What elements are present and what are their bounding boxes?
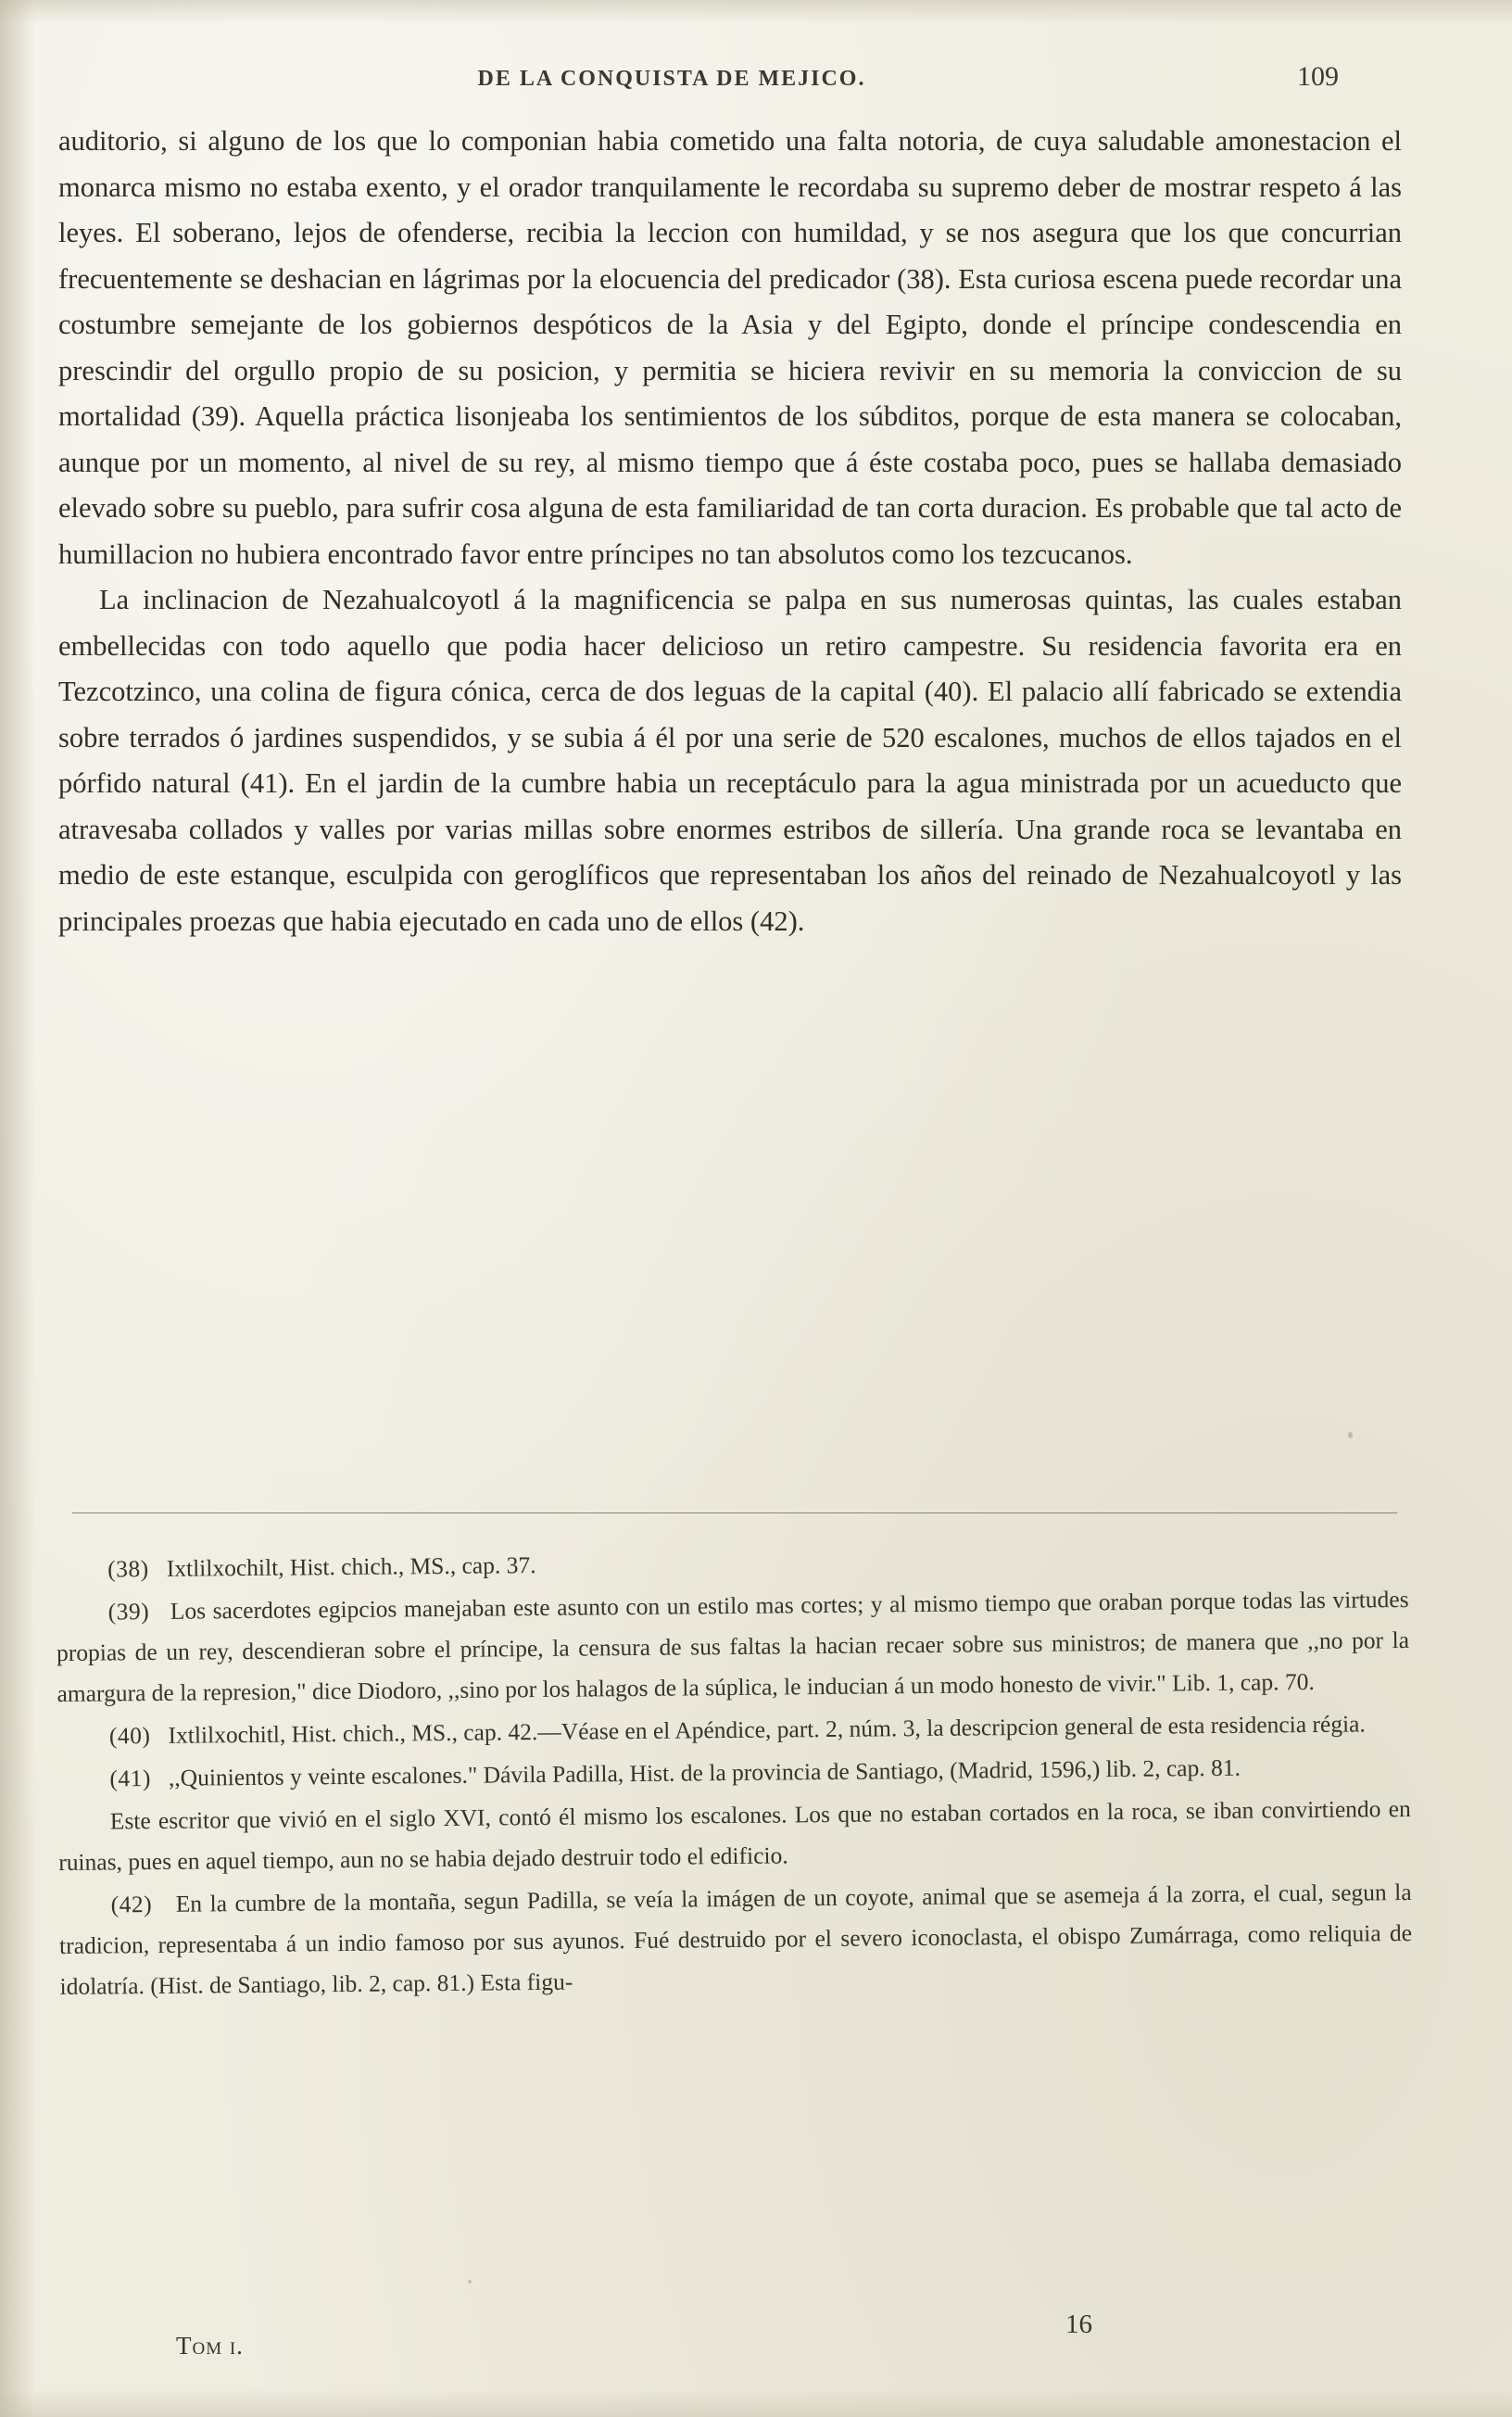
footnote-marker: (40) [108,1722,151,1750]
body-paragraph: La inclinacion de Nezahualcoyotl á la magnificencia se palpa en sus numerosas quintas, las cuales estaban embellecidas con todo aquello que podia hacer delicioso un retiro campestre. Su residencia favorita era en Tezcotzinco, una colina de figura cónica, cerca de dos leguas de la capital (40). El palacio allí fabricado se extendia sobre terrados ó jardines suspendidos, y se subia á él por una serie de 520 escalones, muchos de ellos tajados en el pórfido natural (41). En el jardin de la cumbre habia un receptáculo para la agua ministrada por un acueducto que atravesaba collados y valles por varias millas sobre enormes estribos de sillería. Una grande roca se levantaba en medio de este estanque, esculpida con geroglíficos que representaban los años del reinado de Nezahualcoyotl y las principales proezas que habia ejecutado en cada uno de ellos (42). [58,584,1402,937]
body-paragraph: auditorio, si alguno de los que lo componian habia cometido una falta notoria, de cuya saludable amonestacion el monarca mismo no estaba exento, y el orador tranquilamente le recordaba su supremo deber de mostrar respeto á las leyes. El soberano, lejos de ofenderse, recibia la leccion con humildad, y se nos asegura que los que concurrian frecuentemente se deshacian en lágrimas por la elocuencia del predicador (38). Esta curiosa escena puede recordar una costumbre semejante de los gobiernos despóticos de la Asia y del Egipto, donde el príncipe condescendia en prescindir del orgullo propio de su posicion, y permitia se hiciera revivir en su memoria la conviccion de su mortalidad (39). Aquella práctica lisonjeaba los sentimientos de los súbditos, porque de esta manera se colocaban, aunque por un momento, al nivel de su rey, al mismo tiempo que á éste costaba poco, pues se hallaba demasiado elevado sobre su pueblo, para sufrir cosa alguna de esta familiaridad de tan corta duracion. Es probable que tal acto de humillacion no hubiera encontrado favor entre príncipes no tan absolutos como los tezcucanos. [58,125,1402,570]
footnote-text: Ixtlilxochilt, Hist. chich., MS., cap. 37. [166,1551,536,1582]
footnote-text: En la cumbre de la montaña, segun Padilla, se veía la imágen de un coyote, animal que se asemeja á la zorra, el cual, segun la tradicion, representaba á un indio famoso por sus ayunos. Fué destruido por el severo iconoclasta, el obispo Zumárraga, como reliquia de idolatría. (Hist. de Santiago, lib. 2, cap. 81.) Esta figu- [58,1878,1413,2000]
footnote-text: ,,Quinientos y veinte escalones." Dávila Padilla, Hist. de la provincia de Santiago, (Madrid, 1596,) lib. 2, cap. 81. [168,1753,1241,1791]
footnote-text: Los sacerdotes egipcios manejaban este asunto con un estilo mas cortes; y al mismo tiempo que oraban porque todas las virtudes propias de un rey, descendieran sobre el príncipe, la censura de sus faltas la hacian recaer sobre sus ministros; de manera que ,,no por la amargura de la represion," dice Diodoro, ,,sino por los halagos de la súplica, le inducian á un modo honesto de vivir." Lib. 1, cap. 70. [56,1585,1410,1707]
footnote-text: Ixtlilxochitl, Hist. chich., MS., cap. 42.—Véase en el Apéndice, part. 2, núm. 3, la descripcion general de esta residencia régia. [168,1710,1366,1749]
running-head-title: DE LA CONQUISTA DE MEJICO. [477,67,866,91]
footnote-separator-rule [72,1512,1397,1513]
footnote-item [56,1579,1409,1715]
footnote-marker: (39) [107,1598,150,1626]
body-text [58,119,1402,944]
footnote-marker: (38) [107,1555,149,1583]
running-head [56,61,1427,98]
footnote-item [58,1872,1412,2007]
footnotes-block [56,1537,1413,2009]
page-content [56,0,1445,2417]
footnote-item [58,1789,1412,1883]
signature-mark: 16 [1065,2309,1092,2339]
page-footer [56,2309,1408,2369]
volume-mark: Tom i. [176,2332,244,2360]
footnote-text: Este escritor que vivió en el siglo XVI, contó él mismo los escalones. Los que no estaban cortados en la roca, se iban convirtiendo en ruinas, pues en aquel tiempo, aun no se habia dejado destruir todo el edificio. [58,1794,1411,1876]
footnote-marker: (41) [109,1765,151,1792]
page-number: 109 [1297,61,1339,92]
footnote-marker: (42) [110,1891,153,1918]
page-edge-shadow-left [0,0,35,2417]
